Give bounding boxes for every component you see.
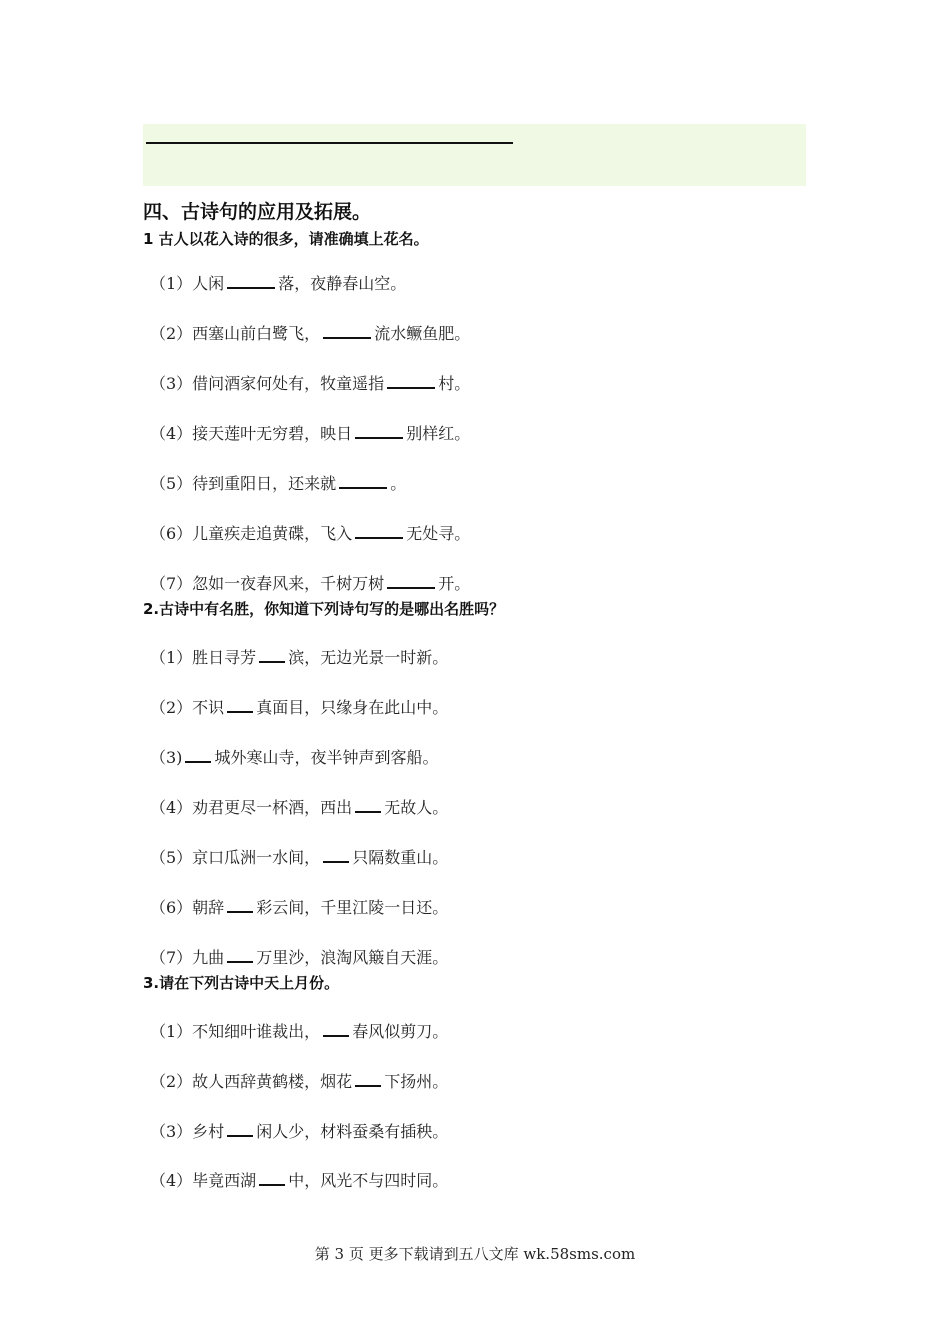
answer-blank (355, 797, 381, 813)
q1-item-7: （7）忽如一夜春风来，千树万树 开。 (150, 574, 471, 593)
answer-blank (323, 323, 371, 339)
answer-blank (259, 1170, 285, 1186)
q1-item-5: （5）待到重阳日，还来就 。 (150, 474, 407, 493)
answer-line (146, 142, 513, 144)
q1-item-3: （3）借问酒家何处有，牧童遥指 村。 (150, 374, 471, 393)
answer-blank (227, 697, 253, 713)
answer-blank (323, 847, 349, 863)
q2-item-6: （6）朝辞 彩云间，千里江陵一日还。 (150, 898, 449, 917)
answer-blank (355, 423, 403, 439)
answer-blank (323, 1021, 349, 1037)
answer-area (143, 124, 806, 186)
section-title: 四、古诗句的应用及拓展。 (143, 201, 372, 223)
q2-item-5: （5）京口瓜洲一水间， 只隔数重山。 (150, 848, 449, 867)
q3-item-4: （4）毕竟西湖 中，风光不与四时同。 (150, 1171, 449, 1190)
question-3-title: 3.请在下列古诗中天上月份。 (143, 974, 340, 992)
q2-item-3: （3) 城外寒山寺，夜半钟声到客船。 (150, 748, 439, 767)
q1-item-4: （4）接天莲叶无穷碧，映日 别样红。 (150, 424, 471, 443)
q2-item-7: （7）九曲 万里沙，浪淘风簸自天涯。 (150, 948, 449, 967)
q2-item-4: （4）劝君更尽一杯酒，西出 无故人。 (150, 798, 449, 817)
answer-blank (387, 573, 435, 589)
question-1-title: 1 古人以花入诗的很多，请准确填上花名。 (143, 230, 429, 248)
answer-blank (227, 273, 275, 289)
q3-item-3: （3）乡村 闲人少，材料蚕桑有插秧。 (150, 1122, 449, 1141)
q1-item-1: （1）人闲 落，夜静春山空。 (150, 274, 407, 293)
page-footer: 第 3 页 更多下载请到五八文库 wk.58sms.com (314, 1245, 636, 1263)
answer-blank (227, 897, 253, 913)
answer-blank (355, 1071, 381, 1087)
answer-blank (259, 647, 285, 663)
q2-item-1: （1）胜日寻芳 滨，无边光景一时新。 (150, 648, 449, 667)
question-2-title: 2.古诗中有名胜，你知道下列诗句写的是哪出名胜吗？ (143, 600, 505, 618)
answer-blank (387, 373, 435, 389)
q1-item-6: （6）儿童疾走追黄碟，飞入 无处寻。 (150, 524, 471, 543)
answer-blank (339, 473, 387, 489)
answer-blank (355, 523, 403, 539)
answer-blank (185, 747, 211, 763)
answer-blank (227, 1121, 253, 1137)
answer-blank (227, 947, 253, 963)
q1-item-2: （2）西塞山前白鹭飞， 流水鳜鱼肥。 (150, 324, 471, 343)
q2-item-2: （2）不识 真面目，只缘身在此山中。 (150, 698, 449, 717)
q3-item-2: （2）故人西辞黄鹤楼，烟花 下扬州。 (150, 1072, 449, 1091)
q3-item-1: （1）不知细叶谁裁出， 春风似剪刀。 (150, 1022, 449, 1041)
